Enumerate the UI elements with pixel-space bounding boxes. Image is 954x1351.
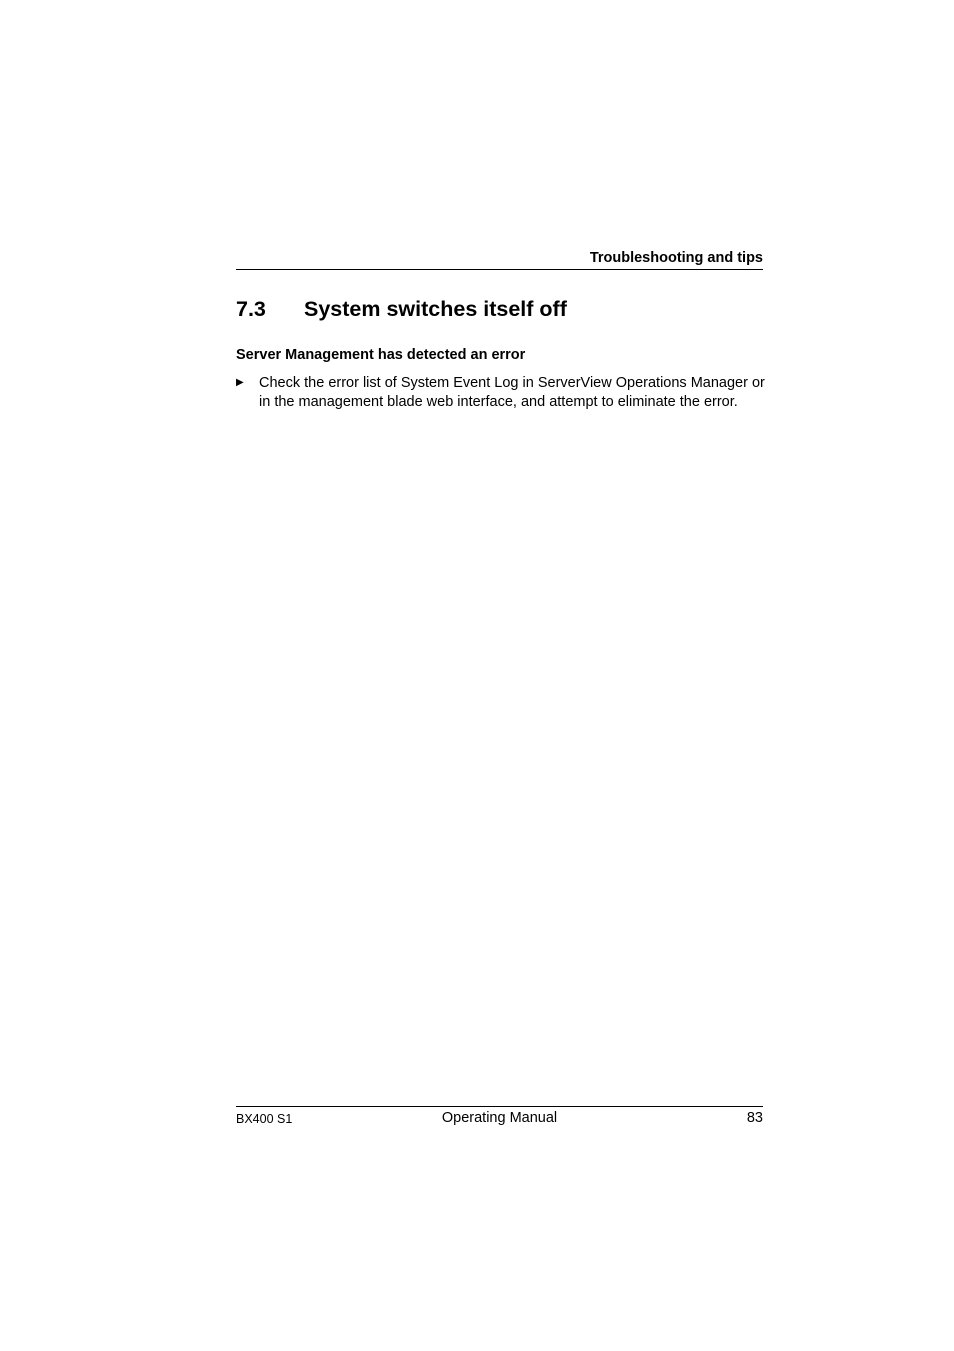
footer-manual-title: Operating Manual — [441, 1110, 558, 1126]
section-title: System switches itself off — [304, 297, 567, 321]
running-header: Troubleshooting and tips — [589, 250, 763, 266]
footer-divider — [236, 1106, 763, 1107]
footer-product: BX400 S1 — [236, 1112, 293, 1126]
triangle-bullet-icon: ▶ — [236, 377, 244, 388]
section-number: 7.3 — [236, 297, 266, 321]
section-heading — [236, 295, 763, 323]
header-divider — [236, 269, 763, 270]
page-number: 83 — [746, 1110, 763, 1126]
instruction-step-text: Check the error list of System Event Log in ServerView Operations Manager or in the management blade web interface, and attempt to eliminate the error. — [259, 375, 765, 410]
subsection-heading: Server Management has detected an error — [236, 347, 526, 363]
